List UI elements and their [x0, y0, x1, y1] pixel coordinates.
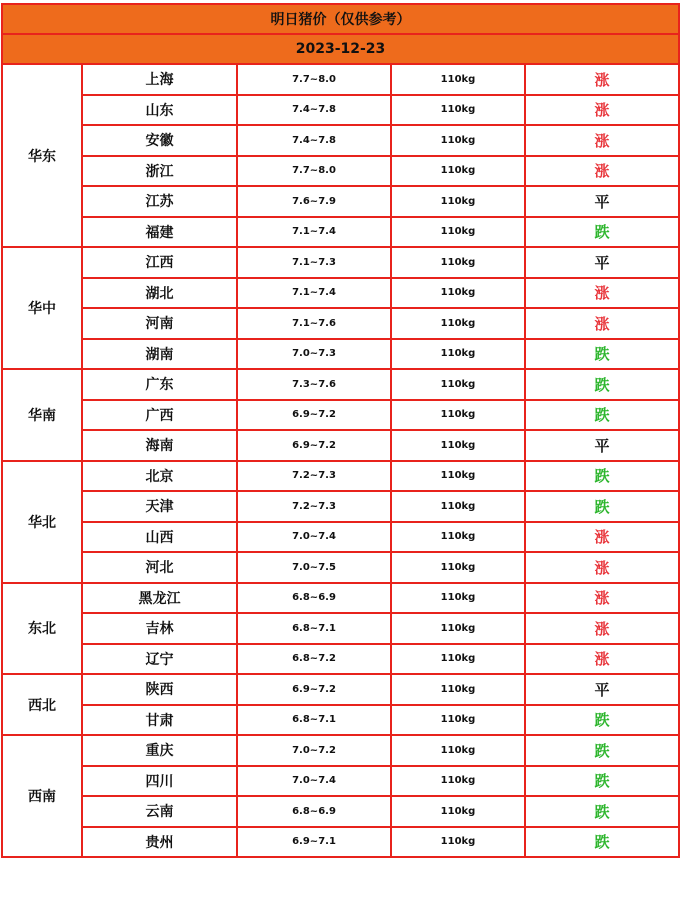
- weight-value: 110kg: [391, 827, 525, 858]
- city-name: 河南: [82, 308, 237, 339]
- price-range: 6.9~7.2: [237, 430, 391, 461]
- city-name: 山西: [82, 522, 237, 553]
- city-name: 江西: [82, 247, 237, 278]
- table-row: [2, 644, 679, 675]
- price-range: 7.2~7.3: [237, 491, 391, 522]
- weight-value: 110kg: [391, 461, 525, 492]
- price-range: 7.1~7.3: [237, 247, 391, 278]
- weight-value: 110kg: [391, 491, 525, 522]
- trend-indicator: 跌: [525, 705, 679, 736]
- price-range: 6.9~7.1: [237, 827, 391, 858]
- table-row: [2, 95, 679, 126]
- price-range: 7.1~7.6: [237, 308, 391, 339]
- table-row: [2, 339, 679, 370]
- price-range: 7.0~7.2: [237, 735, 391, 766]
- table-row: [2, 766, 679, 797]
- table-row: [2, 583, 679, 614]
- trend-indicator: 涨: [525, 613, 679, 644]
- city-name: 陕西: [82, 674, 237, 705]
- trend-indicator: 涨: [525, 278, 679, 309]
- price-range: 7.6~7.9: [237, 186, 391, 217]
- price-range: 6.8~6.9: [237, 796, 391, 827]
- date-row: [2, 34, 679, 64]
- region-label: 华北: [2, 461, 82, 583]
- trend-indicator: 涨: [525, 644, 679, 675]
- weight-value: 110kg: [391, 125, 525, 156]
- city-name: 广西: [82, 400, 237, 431]
- weight-value: 110kg: [391, 95, 525, 126]
- region-label: 西北: [2, 674, 82, 735]
- table-row: [2, 613, 679, 644]
- weight-value: 110kg: [391, 735, 525, 766]
- city-name: 海南: [82, 430, 237, 461]
- table-row: [2, 552, 679, 583]
- title-row: [2, 4, 679, 34]
- trend-indicator: 平: [525, 186, 679, 217]
- table-row: [2, 674, 679, 705]
- trend-indicator: 跌: [525, 766, 679, 797]
- trend-indicator: 跌: [525, 339, 679, 370]
- table-row: [2, 461, 679, 492]
- weight-value: 110kg: [391, 430, 525, 461]
- trend-indicator: 涨: [525, 156, 679, 187]
- price-range: 7.4~7.8: [237, 95, 391, 126]
- weight-value: 110kg: [391, 247, 525, 278]
- price-range: 7.7~8.0: [237, 64, 391, 95]
- trend-indicator: 涨: [525, 308, 679, 339]
- trend-indicator: 涨: [525, 64, 679, 95]
- trend-indicator: 平: [525, 674, 679, 705]
- table-row: [2, 491, 679, 522]
- city-name: 甘肃: [82, 705, 237, 736]
- weight-value: 110kg: [391, 522, 525, 553]
- city-name: 安徽: [82, 125, 237, 156]
- trend-indicator: 涨: [525, 125, 679, 156]
- trend-indicator: 涨: [525, 583, 679, 614]
- weight-value: 110kg: [391, 217, 525, 248]
- city-name: 四川: [82, 766, 237, 797]
- table-row: [2, 796, 679, 827]
- trend-indicator: 平: [525, 430, 679, 461]
- trend-indicator: 跌: [525, 735, 679, 766]
- table-row: [2, 308, 679, 339]
- table-row: [2, 156, 679, 187]
- trend-indicator: 跌: [525, 491, 679, 522]
- region-label: 华中: [2, 247, 82, 369]
- city-name: 上海: [82, 64, 237, 95]
- city-name: 浙江: [82, 156, 237, 187]
- city-name: 辽宁: [82, 644, 237, 675]
- price-range: 7.1~7.4: [237, 278, 391, 309]
- price-range: 7.0~7.5: [237, 552, 391, 583]
- price-range: 7.7~8.0: [237, 156, 391, 187]
- price-range: 6.8~7.1: [237, 613, 391, 644]
- region-label: 华南: [2, 369, 82, 461]
- price-range: 7.0~7.4: [237, 766, 391, 797]
- price-range: 7.3~7.6: [237, 369, 391, 400]
- price-range: 6.8~6.9: [237, 583, 391, 614]
- city-name: 吉林: [82, 613, 237, 644]
- table-row: [2, 430, 679, 461]
- price-range: 7.1~7.4: [237, 217, 391, 248]
- weight-value: 110kg: [391, 400, 525, 431]
- region-label: 华东: [2, 64, 82, 247]
- trend-indicator: 涨: [525, 522, 679, 553]
- price-range: 6.9~7.2: [237, 674, 391, 705]
- city-name: 贵州: [82, 827, 237, 858]
- table-row: [2, 186, 679, 217]
- trend-indicator: 跌: [525, 461, 679, 492]
- weight-value: 110kg: [391, 705, 525, 736]
- weight-value: 110kg: [391, 583, 525, 614]
- page-title: 明日猪价（仅供参考）: [2, 4, 679, 34]
- table-row: [2, 217, 679, 248]
- city-name: 河北: [82, 552, 237, 583]
- table-row: [2, 125, 679, 156]
- weight-value: 110kg: [391, 796, 525, 827]
- weight-value: 110kg: [391, 644, 525, 675]
- weight-value: 110kg: [391, 156, 525, 187]
- table-row: [2, 369, 679, 400]
- weight-value: 110kg: [391, 339, 525, 370]
- price-table: [1, 3, 680, 858]
- city-name: 天津: [82, 491, 237, 522]
- trend-indicator: 跌: [525, 827, 679, 858]
- trend-indicator: 跌: [525, 369, 679, 400]
- trend-indicator: 平: [525, 247, 679, 278]
- price-range: 7.0~7.4: [237, 522, 391, 553]
- weight-value: 110kg: [391, 308, 525, 339]
- city-name: 湖北: [82, 278, 237, 309]
- city-name: 广东: [82, 369, 237, 400]
- city-name: 云南: [82, 796, 237, 827]
- weight-value: 110kg: [391, 552, 525, 583]
- city-name: 江苏: [82, 186, 237, 217]
- city-name: 山东: [82, 95, 237, 126]
- city-name: 福建: [82, 217, 237, 248]
- city-name: 湖南: [82, 339, 237, 370]
- weight-value: 110kg: [391, 186, 525, 217]
- table-row: [2, 522, 679, 553]
- price-range: 7.0~7.3: [237, 339, 391, 370]
- weight-value: 110kg: [391, 613, 525, 644]
- table-row: [2, 64, 679, 95]
- price-range: 6.8~7.1: [237, 705, 391, 736]
- weight-value: 110kg: [391, 369, 525, 400]
- table-row: [2, 278, 679, 309]
- table-row: [2, 247, 679, 278]
- table-row: [2, 705, 679, 736]
- weight-value: 110kg: [391, 674, 525, 705]
- price-range: 7.2~7.3: [237, 461, 391, 492]
- date-label: 2023-12-23: [2, 34, 679, 64]
- price-range: 6.8~7.2: [237, 644, 391, 675]
- trend-indicator: 跌: [525, 796, 679, 827]
- trend-indicator: 涨: [525, 95, 679, 126]
- region-label: 东北: [2, 583, 82, 675]
- weight-value: 110kg: [391, 278, 525, 309]
- price-range: 6.9~7.2: [237, 400, 391, 431]
- table-row: [2, 827, 679, 858]
- price-range: 7.4~7.8: [237, 125, 391, 156]
- table-row: [2, 400, 679, 431]
- region-label: 西南: [2, 735, 82, 857]
- city-name: 黑龙江: [82, 583, 237, 614]
- city-name: 北京: [82, 461, 237, 492]
- weight-value: 110kg: [391, 766, 525, 797]
- weight-value: 110kg: [391, 64, 525, 95]
- table-row: [2, 735, 679, 766]
- trend-indicator: 涨: [525, 552, 679, 583]
- trend-indicator: 跌: [525, 400, 679, 431]
- trend-indicator: 跌: [525, 217, 679, 248]
- city-name: 重庆: [82, 735, 237, 766]
